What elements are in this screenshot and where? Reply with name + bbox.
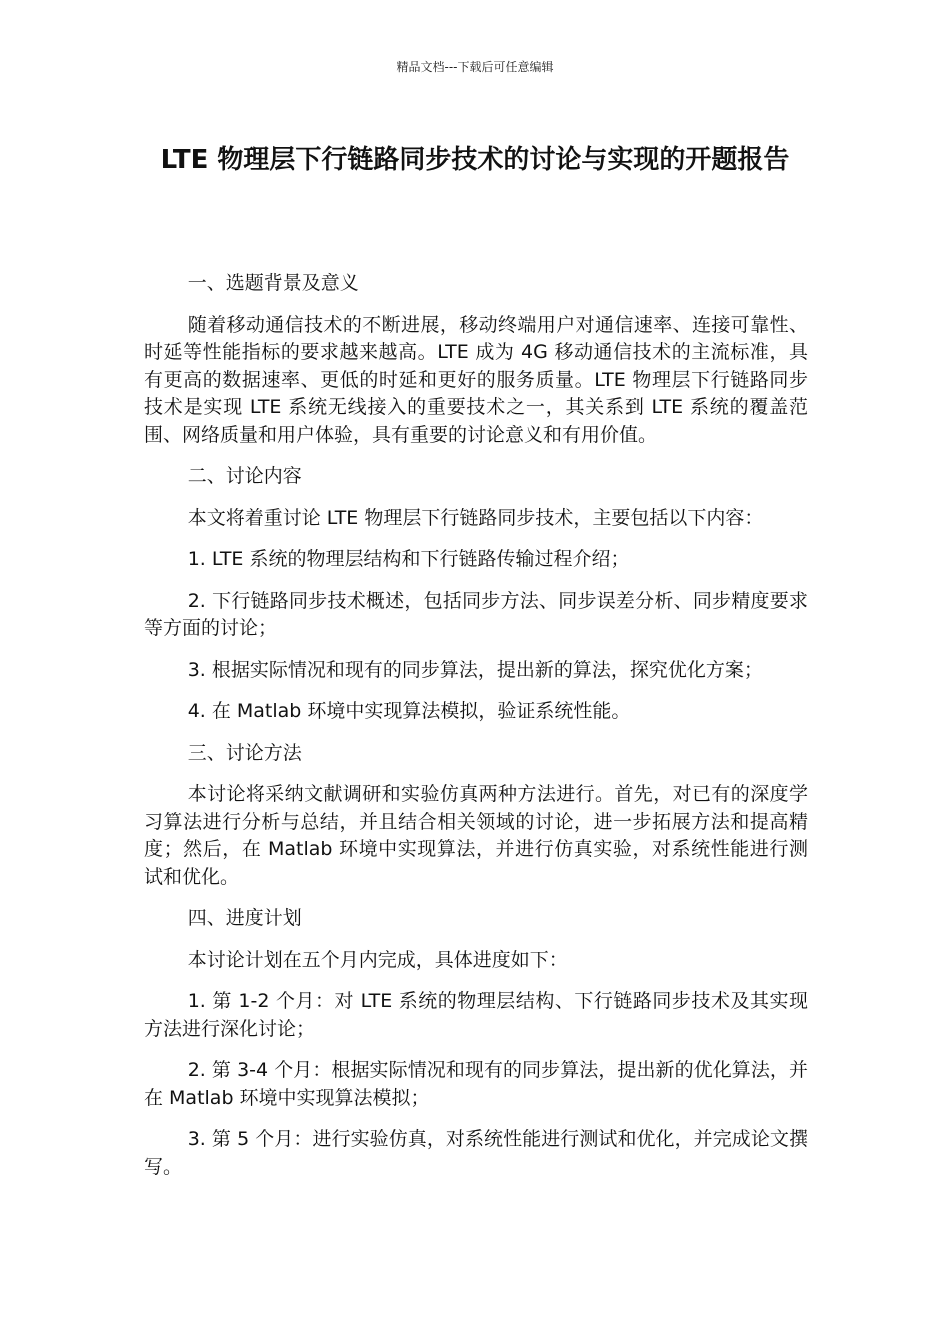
paragraph-content-intro: 本文将着重讨论 LTE 物理层下行链路同步技术，主要包括以下内容：: [187, 506, 764, 529]
section-heading-content: 二、讨论内容: [187, 465, 302, 487]
list-item-schedule-1: 1. 第 1-2 个月：对 LTE 系统的物理层结构、下行链路同步技术及其实现方法进行深化讨论；: [144, 990, 808, 1040]
list-item-content-1: 1. LTE 系统的物理层结构和下行链路传输过程介绍；: [187, 548, 630, 570]
document-body: [144, 270, 808, 1195]
list-item-content-2: 2. 下行链路同步技术概述，包括同步方法、同步误差分析、同步精度要求等方面的讨论；: [144, 589, 808, 639]
list-item-schedule-3: 3. 第 5 个月：进行实验仿真，对系统性能进行测试和优化，并完成论文撰写。: [144, 1128, 808, 1178]
list-item-content-4: 4. 在 Matlab 环境中实现算法模拟，验证系统性能。: [187, 700, 631, 722]
list-item-content-3: 3. 根据实际情况和现有的同步算法，提出新的算法，探究优化方案；: [187, 658, 763, 681]
section-heading-background: 一、选题背景及意义: [187, 272, 359, 294]
page-header: 精品文档---下载后可任意编辑: [396, 60, 554, 74]
list-item-schedule-2: 2. 第 3-4 个月：根据实际情况和现有的同步算法，提出新的优化算法，并在 Matlab 环境中实现算法模拟；: [144, 1059, 808, 1109]
document-title: LTE 物理层下行链路同步技术的讨论与实现的开题报告: [160, 145, 790, 175]
paragraph-background: 随着移动通信技术的不断进展，移动终端用户对通信速率、连接可靠性、时延等性能指标的要求越来越高。LTE 成为 4G 移动通信技术的主流标准，具有更高的数据速率、更低的时延和更好的服务质量。LTE 物理层下行链路同步技术是实现 LTE 系统无线接入的重要技术之一，其关系到 LTE 系统的覆盖范围、网络质量和用户体验，具有重要的讨论意义和有用价值。: [144, 313, 808, 446]
paragraph-schedule-intro: 本讨论计划在五个月内完成，具体进度如下：: [187, 948, 568, 971]
section-heading-schedule: 四、进度计划: [187, 907, 302, 929]
section-heading-method: 三、讨论方法: [187, 741, 302, 764]
paragraph-method: 本讨论将采纳文献调研和实验仿真两种方法进行。首先，对已有的深度学习算法进行分析与总结，并且结合相关领域的讨论，进一步拓展方法和提高精度；然后，在 Matlab 环境中实现算法，并进行仿真实验，对系统性能进行测试和优化。: [144, 783, 808, 888]
